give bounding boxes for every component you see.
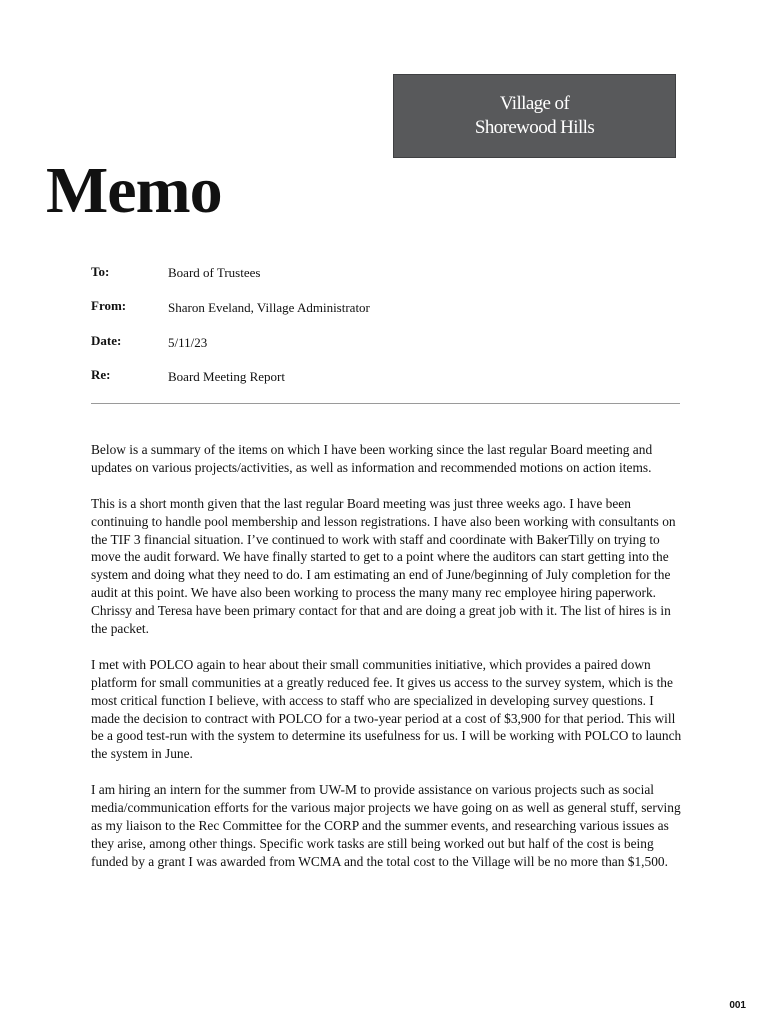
- re-label: Re:: [91, 367, 111, 382]
- date-value: 5/11/23: [168, 335, 208, 350]
- date-label: Date:: [91, 333, 122, 348]
- body-paragraph: I met with POLCO again to hear about their small communities initiative, which provides a paired down platform for small communities at a greatly reduced fee. It gives us access to the survey system, which is the most critical function I believe, with access to staff who are specialized in developing survey questions. I made the decision to contract with POLCO for a two-year period at a cost of $3,900 for that period. This will be a good test-run with the system to determine its usefulness for us. I will be working with POLCO to launch the system in June.: [91, 656, 682, 762]
- to-label: To:: [91, 264, 110, 279]
- memo-title: Memo: [46, 154, 222, 227]
- logo-line-1: Village of: [499, 93, 570, 114]
- from-label: From:: [91, 298, 127, 313]
- logo-line-2: Shorewood Hills: [474, 117, 595, 138]
- village-logo-box: [393, 74, 676, 158]
- header-divider: [91, 403, 680, 404]
- memo-body: [91, 441, 683, 889]
- re-value: Board Meeting Report: [168, 369, 285, 384]
- body-paragraph: This is a short month given that the last regular Board meeting was just three weeks ago. I have been continuing to handle pool membership and lesson registrations. I have also been working with consultants on the TIF 3 financial situation. I’ve continued to work with staff and coordinate with BakerTilly on trying to move the audit forward. We have finally started to get to a point where the auditors can start getting into the system and doing what they need to do. I am estimating an end of June/beginning of July completion for the audit at this point. We have also been working to process the many many rec employee hiring paperwork. Chrissy and Teresa have been primary contact for that and are doing a great job with it. The list of hires is in the packet.: [91, 495, 676, 637]
- to-value: Board of Trustees: [168, 265, 261, 280]
- page-number: 001: [729, 1000, 746, 1011]
- body-paragraph: I am hiring an intern for the summer from UW-M to provide assistance on various projects such as social media/communication efforts for the various major projects we have going on as well as general stuff, serving as my liaison to the Rec Committee for the CORP and the summer events, and researching various issues as they arise, among other things. Specific work tasks are still being worked out but half of the cost is being funded by a grant I was awarded from WCMA and the total cost to the Village will be no more than $1,500.: [91, 782, 681, 869]
- from-value: Sharon Eveland, Village Administrator: [168, 300, 370, 315]
- body-paragraph: Below is a summary of the items on which I have been working since the last regular Board meeting and updates on various projects/activities, as well as information and recommended motions on action items.: [91, 442, 653, 475]
